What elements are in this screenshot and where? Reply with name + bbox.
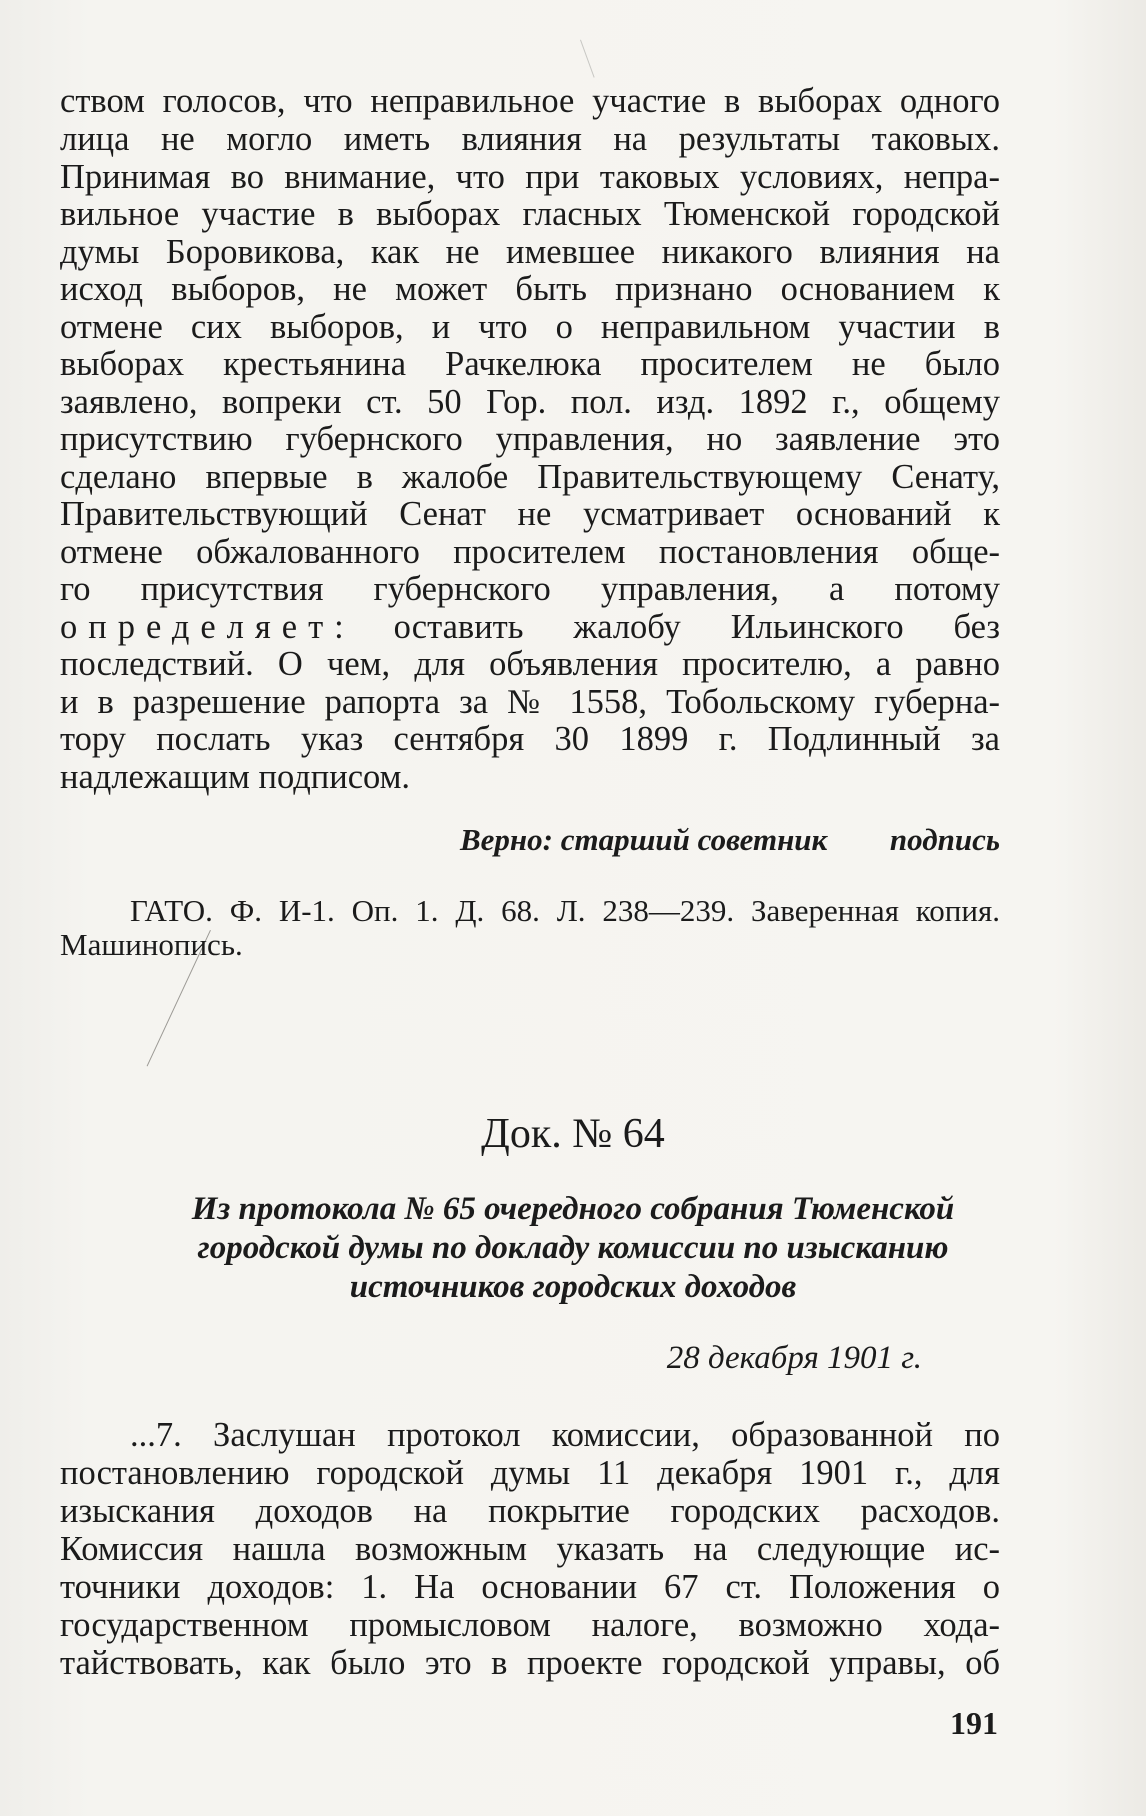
page-number: 191 [950, 1705, 998, 1741]
body-line-rest: : оставить жалобу Ильинского без [334, 608, 1000, 646]
document-heading-line: городской думы по докладу комиссии по изысканию [197, 1230, 949, 1266]
document-body-line: Комиссия нашла возможным указать на следующие ис- [60, 1530, 1000, 1568]
document-date: 28 декабря 1901 г. [666, 1340, 922, 1376]
document-heading-line: Из протокола № 65 очередного собрания Тюменской [191, 1191, 955, 1227]
bleed-stroke [580, 40, 595, 78]
body-line: надлежащим подписом. [60, 758, 411, 796]
document-body-line: ...7. Заслушан протокол комиссии, образованной по [130, 1416, 1000, 1454]
body-line: выборах крестьянина Рачкелюка просителем не было [60, 345, 1000, 383]
document-body-line: изыскания доходов на покрытие городских расходов. [60, 1492, 1000, 1530]
body-line: отмене обжалованного просителем постановления обще- [60, 533, 1000, 571]
body-line: последствий. О чем, для объявления просителю, а равно [60, 645, 1000, 683]
body-line: сделано впервые в жалобе Правительствующему Сенату, [60, 458, 1000, 496]
document-body-line: тайствовать, как было это в проекте городской управы, об [60, 1644, 1000, 1682]
certification-label: Верно: старший советник [460, 822, 828, 857]
body-line: вильное участие в выборах гласных Тюменской городской [60, 195, 1000, 233]
body-line: лица не могло иметь влияния на результаты таковых. [60, 120, 1000, 158]
document-body-line: постановлению городской думы 11 декабря 1901 г., для [60, 1454, 1000, 1492]
body-line: тору послать указ сентября 30 1899 г. Подлинный за [60, 720, 1000, 758]
document-body-line: точники доходов: 1. На основании 67 ст. Положения о [60, 1568, 1000, 1606]
document-title: Док. № 64 [481, 1111, 665, 1157]
body-line: Принимая во внимание, что при таковых условиях, непра- [60, 158, 1000, 196]
body-line-with-spaced-word [60, 608, 1000, 647]
body-line: исход выборов, не может быть признано основанием к [60, 270, 1000, 308]
spaced-word: определяет [60, 608, 335, 646]
source-line-2: Машинопись. [60, 927, 243, 962]
body-line: отмене сих выборов, и что о неправильном участии в [60, 308, 1000, 346]
body-line: го присутствия губернского управления, а потому [60, 570, 1000, 608]
body-line: и в разрешение рапорта за № 1558, Тобольскому губерна- [60, 683, 1000, 721]
document-heading-line: источников городских доходов [349, 1269, 797, 1305]
body-line: заявлено, вопреки ст. 50 Гор. пол. изд. 1892 г., общему [60, 383, 1000, 421]
certification-signature: подпись [889, 822, 1000, 857]
source-line-1: ГАТО. Ф. И-1. Оп. 1. Д. 68. Л. 238—239. Заверенная копия. [130, 893, 1000, 928]
body-line: думы Боровикова, как не имевшее никакого влияния на [60, 233, 1000, 271]
body-line: Правительствующий Сенат не усматривает оснований к [60, 495, 1000, 533]
body-line: ством голосов, что неправильное участие в выборах одного [60, 82, 1000, 120]
document-body-line: государственном промысловом налоге, возможно хода- [60, 1606, 1000, 1644]
body-line: присутствию губернского управления, но заявление это [60, 420, 1000, 458]
